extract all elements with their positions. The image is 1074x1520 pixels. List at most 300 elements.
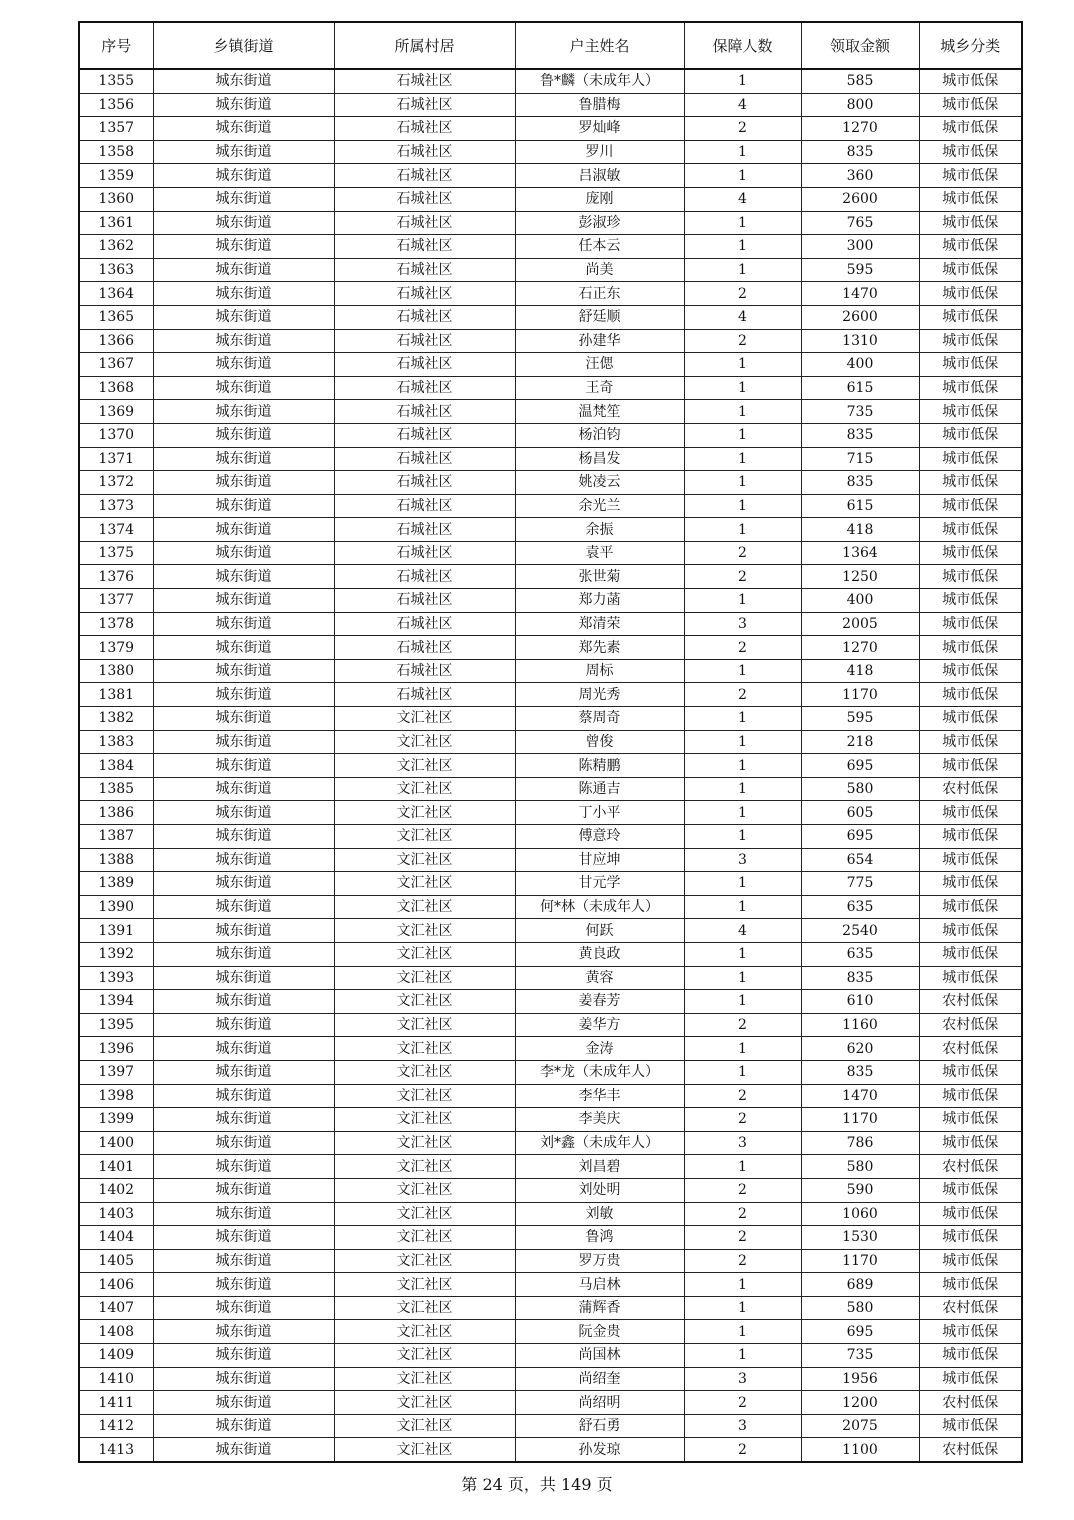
cell-village-community: 文汇社区 <box>334 730 515 754</box>
table-row <box>79 1202 1022 1226</box>
cell-urban-rural-category: 城市低保 <box>919 1178 1022 1202</box>
cell-urban-rural-category: 城市低保 <box>919 1273 1022 1297</box>
cell-town-street: 城东街道 <box>153 1344 334 1368</box>
cell-amount-received: 835 <box>801 1060 919 1084</box>
cell-town-street: 城东街道 <box>153 1249 334 1273</box>
cell-town-street: 城东街道 <box>153 872 334 896</box>
cell-householder-name: 温梵笙 <box>515 400 684 424</box>
cell-village-community: 石城社区 <box>334 258 515 282</box>
cell-urban-rural-category: 城市低保 <box>919 872 1022 896</box>
table-row <box>79 1131 1022 1155</box>
table-row <box>79 612 1022 636</box>
table-row <box>79 282 1022 306</box>
cell-village-community: 文汇社区 <box>334 1060 515 1084</box>
cell-householder-name: 刘*鑫（未成年人） <box>515 1131 684 1155</box>
cell-serial-number: 1408 <box>79 1320 153 1344</box>
cell-amount-received: 1060 <box>801 1202 919 1226</box>
cell-householder-name: 曾俊 <box>515 730 684 754</box>
cell-householder-name: 何*林（未成年人） <box>515 895 684 919</box>
cell-serial-number: 1367 <box>79 353 153 377</box>
cell-serial-number: 1377 <box>79 589 153 613</box>
cell-amount-received: 1364 <box>801 541 919 565</box>
header-village-community: 所属村居 <box>334 22 515 69</box>
cell-amount-received: 695 <box>801 754 919 778</box>
cell-amount-received: 400 <box>801 353 919 377</box>
cell-amount-received: 2600 <box>801 187 919 211</box>
cell-town-street: 城东街道 <box>153 1202 334 1226</box>
cell-urban-rural-category: 城市低保 <box>919 589 1022 613</box>
cell-householder-name: 鲁鸿 <box>515 1226 684 1250</box>
cell-village-community: 石城社区 <box>334 565 515 589</box>
table-row <box>79 329 1022 353</box>
cell-town-street: 城东街道 <box>153 754 334 778</box>
cell-urban-rural-category: 城市低保 <box>919 235 1022 259</box>
table-row <box>79 353 1022 377</box>
cell-town-street: 城东街道 <box>153 117 334 141</box>
cell-village-community: 石城社区 <box>334 400 515 424</box>
table-row <box>79 565 1022 589</box>
cell-serial-number: 1391 <box>79 919 153 943</box>
cell-town-street: 城东街道 <box>153 1037 334 1061</box>
header-householder-name: 户主姓名 <box>515 22 684 69</box>
cell-village-community: 石城社区 <box>334 423 515 447</box>
cell-town-street: 城东街道 <box>153 636 334 660</box>
cell-village-community: 文汇社区 <box>334 1202 515 1226</box>
cell-householder-name: 汪偲 <box>515 353 684 377</box>
cell-covered-persons: 3 <box>684 1367 801 1391</box>
table-row <box>79 848 1022 872</box>
table-row <box>79 942 1022 966</box>
cell-householder-name: 蒲辉香 <box>515 1296 684 1320</box>
cell-town-street: 城东街道 <box>153 1178 334 1202</box>
cell-town-street: 城东街道 <box>153 541 334 565</box>
table-row <box>79 423 1022 447</box>
cell-urban-rural-category: 城市低保 <box>919 801 1022 825</box>
cell-amount-received: 1170 <box>801 1108 919 1132</box>
cell-town-street: 城东街道 <box>153 376 334 400</box>
cell-urban-rural-category: 城市低保 <box>919 400 1022 424</box>
cell-urban-rural-category: 城市低保 <box>919 754 1022 778</box>
cell-amount-received: 1470 <box>801 1084 919 1108</box>
cell-householder-name: 王奇 <box>515 376 684 400</box>
cell-householder-name: 傅意玲 <box>515 825 684 849</box>
cell-amount-received: 654 <box>801 848 919 872</box>
cell-amount-received: 635 <box>801 942 919 966</box>
cell-serial-number: 1382 <box>79 707 153 731</box>
cell-amount-received: 610 <box>801 990 919 1014</box>
cell-town-street: 城东街道 <box>153 730 334 754</box>
cell-householder-name: 袁平 <box>515 541 684 565</box>
cell-village-community: 文汇社区 <box>334 1013 515 1037</box>
table-row <box>79 1438 1022 1462</box>
cell-covered-persons: 1 <box>684 942 801 966</box>
cell-householder-name: 姜华方 <box>515 1013 684 1037</box>
cell-amount-received: 2540 <box>801 919 919 943</box>
cell-amount-received: 835 <box>801 423 919 447</box>
cell-amount-received: 735 <box>801 1344 919 1368</box>
table-row <box>79 1296 1022 1320</box>
cell-urban-rural-category: 城市低保 <box>919 140 1022 164</box>
cell-village-community: 文汇社区 <box>334 872 515 896</box>
cell-covered-persons: 2 <box>684 1226 801 1250</box>
cell-village-community: 石城社区 <box>334 164 515 188</box>
cell-amount-received: 595 <box>801 258 919 282</box>
cell-village-community: 石城社区 <box>334 518 515 542</box>
cell-serial-number: 1386 <box>79 801 153 825</box>
table-row <box>79 400 1022 424</box>
cell-town-street: 城东街道 <box>153 282 334 306</box>
cell-serial-number: 1409 <box>79 1344 153 1368</box>
cell-householder-name: 郑先素 <box>515 636 684 660</box>
cell-covered-persons: 1 <box>684 801 801 825</box>
cell-householder-name: 金涛 <box>515 1037 684 1061</box>
cell-serial-number: 1398 <box>79 1084 153 1108</box>
cell-householder-name: 石正东 <box>515 282 684 306</box>
cell-village-community: 文汇社区 <box>334 707 515 731</box>
cell-urban-rural-category: 城市低保 <box>919 895 1022 919</box>
cell-town-street: 城东街道 <box>153 990 334 1014</box>
cell-town-street: 城东街道 <box>153 825 334 849</box>
cell-amount-received: 715 <box>801 447 919 471</box>
table-row <box>79 69 1022 93</box>
cell-covered-persons: 2 <box>684 1178 801 1202</box>
cell-village-community: 文汇社区 <box>334 1273 515 1297</box>
cell-householder-name: 罗川 <box>515 140 684 164</box>
cell-covered-persons: 4 <box>684 93 801 117</box>
table-row <box>79 1155 1022 1179</box>
cell-town-street: 城东街道 <box>153 1273 334 1297</box>
cell-serial-number: 1365 <box>79 305 153 329</box>
cell-village-community: 文汇社区 <box>334 1084 515 1108</box>
cell-amount-received: 1250 <box>801 565 919 589</box>
cell-covered-persons: 1 <box>684 518 801 542</box>
cell-covered-persons: 1 <box>684 1273 801 1297</box>
cell-town-street: 城东街道 <box>153 942 334 966</box>
cell-village-community: 文汇社区 <box>334 848 515 872</box>
table-row <box>79 1367 1022 1391</box>
table-row <box>79 1108 1022 1132</box>
cell-householder-name: 鲁腊梅 <box>515 93 684 117</box>
cell-householder-name: 余光兰 <box>515 494 684 518</box>
cell-village-community: 石城社区 <box>334 659 515 683</box>
cell-amount-received: 400 <box>801 589 919 613</box>
cell-amount-received: 635 <box>801 895 919 919</box>
cell-serial-number: 1378 <box>79 612 153 636</box>
cell-village-community: 文汇社区 <box>334 966 515 990</box>
cell-serial-number: 1400 <box>79 1131 153 1155</box>
cell-serial-number: 1372 <box>79 471 153 495</box>
cell-householder-name: 蔡周奇 <box>515 707 684 731</box>
cell-householder-name: 余振 <box>515 518 684 542</box>
cell-amount-received: 2005 <box>801 612 919 636</box>
cell-village-community: 石城社区 <box>334 447 515 471</box>
cell-covered-persons: 1 <box>684 211 801 235</box>
cell-covered-persons: 1 <box>684 69 801 93</box>
cell-village-community: 文汇社区 <box>334 1414 515 1438</box>
cell-serial-number: 1410 <box>79 1367 153 1391</box>
cell-covered-persons: 1 <box>684 730 801 754</box>
table-header <box>79 22 1022 69</box>
cell-urban-rural-category: 城市低保 <box>919 518 1022 542</box>
cell-serial-number: 1376 <box>79 565 153 589</box>
cell-covered-persons: 4 <box>684 305 801 329</box>
cell-amount-received: 800 <box>801 93 919 117</box>
cell-urban-rural-category: 城市低保 <box>919 565 1022 589</box>
cell-serial-number: 1399 <box>79 1108 153 1132</box>
cell-urban-rural-category: 城市低保 <box>919 471 1022 495</box>
table-row <box>79 376 1022 400</box>
cell-urban-rural-category: 城市低保 <box>919 305 1022 329</box>
cell-householder-name: 丁小平 <box>515 801 684 825</box>
table-row <box>79 1037 1022 1061</box>
cell-serial-number: 1366 <box>79 329 153 353</box>
cell-serial-number: 1394 <box>79 990 153 1014</box>
cell-covered-persons: 2 <box>684 1438 801 1462</box>
cell-serial-number: 1388 <box>79 848 153 872</box>
cell-covered-persons: 2 <box>684 1391 801 1415</box>
cell-covered-persons: 2 <box>684 1249 801 1273</box>
cell-urban-rural-category: 城市低保 <box>919 1414 1022 1438</box>
cell-village-community: 石城社区 <box>334 683 515 707</box>
cell-urban-rural-category: 城市低保 <box>919 423 1022 447</box>
table-row <box>79 494 1022 518</box>
cell-town-street: 城东街道 <box>153 565 334 589</box>
cell-covered-persons: 2 <box>684 541 801 565</box>
cell-householder-name: 郑力菡 <box>515 589 684 613</box>
cell-covered-persons: 1 <box>684 895 801 919</box>
cell-covered-persons: 1 <box>684 754 801 778</box>
cell-town-street: 城东街道 <box>153 400 334 424</box>
table-row <box>79 919 1022 943</box>
cell-urban-rural-category: 城市低保 <box>919 659 1022 683</box>
table-row <box>79 895 1022 919</box>
cell-householder-name: 阮金贵 <box>515 1320 684 1344</box>
table-row <box>79 1178 1022 1202</box>
cell-householder-name: 李华丰 <box>515 1084 684 1108</box>
cell-amount-received: 695 <box>801 1320 919 1344</box>
cell-householder-name: 陈精鹏 <box>515 754 684 778</box>
cell-urban-rural-category: 城市低保 <box>919 329 1022 353</box>
cell-covered-persons: 1 <box>684 1155 801 1179</box>
header-serial-number: 序号 <box>79 22 153 69</box>
cell-town-street: 城东街道 <box>153 1013 334 1037</box>
cell-householder-name: 庞刚 <box>515 187 684 211</box>
cell-householder-name: 李美庆 <box>515 1108 684 1132</box>
cell-town-street: 城东街道 <box>153 1108 334 1132</box>
table-row <box>79 659 1022 683</box>
cell-covered-persons: 1 <box>684 1037 801 1061</box>
cell-householder-name: 马启林 <box>515 1273 684 1297</box>
cell-householder-name: 刘敏 <box>515 1202 684 1226</box>
cell-covered-persons: 2 <box>684 1084 801 1108</box>
cell-covered-persons: 1 <box>684 1344 801 1368</box>
cell-urban-rural-category: 城市低保 <box>919 1367 1022 1391</box>
table-row <box>79 1013 1022 1037</box>
cell-amount-received: 689 <box>801 1273 919 1297</box>
table-row <box>79 471 1022 495</box>
cell-village-community: 石城社区 <box>334 612 515 636</box>
cell-householder-name: 刘处明 <box>515 1178 684 1202</box>
cell-householder-name: 任本云 <box>515 235 684 259</box>
cell-urban-rural-category: 城市低保 <box>919 187 1022 211</box>
cell-householder-name: 吕淑敏 <box>515 164 684 188</box>
cell-amount-received: 835 <box>801 471 919 495</box>
cell-serial-number: 1395 <box>79 1013 153 1037</box>
cell-urban-rural-category: 城市低保 <box>919 258 1022 282</box>
cell-covered-persons: 1 <box>684 164 801 188</box>
cell-covered-persons: 1 <box>684 471 801 495</box>
cell-householder-name: 彭淑珍 <box>515 211 684 235</box>
cell-covered-persons: 1 <box>684 353 801 377</box>
table-row <box>79 117 1022 141</box>
table-row <box>79 777 1022 801</box>
cell-amount-received: 786 <box>801 1131 919 1155</box>
cell-covered-persons: 1 <box>684 1320 801 1344</box>
cell-town-street: 城东街道 <box>153 211 334 235</box>
cell-serial-number: 1379 <box>79 636 153 660</box>
cell-urban-rural-category: 城市低保 <box>919 683 1022 707</box>
cell-amount-received: 595 <box>801 707 919 731</box>
cell-covered-persons: 1 <box>684 872 801 896</box>
cell-amount-received: 218 <box>801 730 919 754</box>
cell-village-community: 石城社区 <box>334 282 515 306</box>
cell-serial-number: 1393 <box>79 966 153 990</box>
cell-serial-number: 1396 <box>79 1037 153 1061</box>
table-row <box>79 447 1022 471</box>
cell-serial-number: 1355 <box>79 69 153 93</box>
cell-serial-number: 1412 <box>79 1414 153 1438</box>
cell-serial-number: 1364 <box>79 282 153 306</box>
cell-village-community: 文汇社区 <box>334 1108 515 1132</box>
cell-urban-rural-category: 农村低保 <box>919 777 1022 801</box>
cell-urban-rural-category: 城市低保 <box>919 1249 1022 1273</box>
cell-covered-persons: 1 <box>684 423 801 447</box>
cell-village-community: 文汇社区 <box>334 1178 515 1202</box>
cell-serial-number: 1375 <box>79 541 153 565</box>
cell-serial-number: 1380 <box>79 659 153 683</box>
cell-village-community: 文汇社区 <box>334 1226 515 1250</box>
cell-serial-number: 1397 <box>79 1060 153 1084</box>
cell-urban-rural-category: 农村低保 <box>919 1438 1022 1462</box>
cell-urban-rural-category: 农村低保 <box>919 1037 1022 1061</box>
cell-covered-persons: 2 <box>684 1013 801 1037</box>
cell-amount-received: 300 <box>801 235 919 259</box>
cell-village-community: 文汇社区 <box>334 1155 515 1179</box>
cell-town-street: 城东街道 <box>153 659 334 683</box>
cell-householder-name: 陈通吉 <box>515 777 684 801</box>
cell-amount-received: 695 <box>801 825 919 849</box>
cell-urban-rural-category: 农村低保 <box>919 990 1022 1014</box>
cell-urban-rural-category: 城市低保 <box>919 164 1022 188</box>
cell-serial-number: 1356 <box>79 93 153 117</box>
cell-town-street: 城东街道 <box>153 919 334 943</box>
cell-urban-rural-category: 城市低保 <box>919 612 1022 636</box>
table-row <box>79 1084 1022 1108</box>
cell-town-street: 城东街道 <box>153 1060 334 1084</box>
cell-urban-rural-category: 城市低保 <box>919 1108 1022 1132</box>
cell-serial-number: 1369 <box>79 400 153 424</box>
cell-village-community: 石城社区 <box>334 329 515 353</box>
cell-urban-rural-category: 城市低保 <box>919 211 1022 235</box>
cell-urban-rural-category: 城市低保 <box>919 494 1022 518</box>
cell-town-street: 城东街道 <box>153 848 334 872</box>
cell-serial-number: 1381 <box>79 683 153 707</box>
cell-serial-number: 1407 <box>79 1296 153 1320</box>
cell-covered-persons: 1 <box>684 966 801 990</box>
cell-serial-number: 1406 <box>79 1273 153 1297</box>
cell-householder-name: 鲁*麟（未成年人） <box>515 69 684 93</box>
table-row <box>79 541 1022 565</box>
cell-covered-persons: 1 <box>684 659 801 683</box>
table-row <box>79 730 1022 754</box>
cell-village-community: 石城社区 <box>334 235 515 259</box>
table-row <box>79 1391 1022 1415</box>
cell-village-community: 石城社区 <box>334 353 515 377</box>
cell-amount-received: 585 <box>801 69 919 93</box>
cell-serial-number: 1373 <box>79 494 153 518</box>
table-row <box>79 1249 1022 1273</box>
cell-serial-number: 1402 <box>79 1178 153 1202</box>
cell-amount-received: 735 <box>801 400 919 424</box>
cell-amount-received: 1956 <box>801 1367 919 1391</box>
cell-amount-received: 605 <box>801 801 919 825</box>
cell-urban-rural-category: 城市低保 <box>919 1320 1022 1344</box>
header-urban-rural-category: 城乡分类 <box>919 22 1022 69</box>
cell-amount-received: 2075 <box>801 1414 919 1438</box>
assistance-roster-table <box>78 21 1023 1463</box>
cell-town-street: 城东街道 <box>153 589 334 613</box>
cell-covered-persons: 1 <box>684 235 801 259</box>
cell-urban-rural-category: 城市低保 <box>919 730 1022 754</box>
cell-village-community: 石城社区 <box>334 376 515 400</box>
table-row <box>79 1320 1022 1344</box>
table-row <box>79 801 1022 825</box>
cell-amount-received: 1170 <box>801 1249 919 1273</box>
cell-village-community: 文汇社区 <box>334 825 515 849</box>
cell-town-street: 城东街道 <box>153 471 334 495</box>
table-row <box>79 258 1022 282</box>
cell-serial-number: 1385 <box>79 777 153 801</box>
table-row <box>79 305 1022 329</box>
cell-amount-received: 418 <box>801 659 919 683</box>
cell-amount-received: 418 <box>801 518 919 542</box>
cell-urban-rural-category: 城市低保 <box>919 117 1022 141</box>
table-row <box>79 990 1022 1014</box>
cell-covered-persons: 1 <box>684 376 801 400</box>
cell-serial-number: 1360 <box>79 187 153 211</box>
cell-urban-rural-category: 城市低保 <box>919 93 1022 117</box>
cell-amount-received: 1310 <box>801 329 919 353</box>
cell-urban-rural-category: 城市低保 <box>919 707 1022 731</box>
cell-town-street: 城东街道 <box>153 1367 334 1391</box>
cell-serial-number: 1404 <box>79 1226 153 1250</box>
cell-covered-persons: 1 <box>684 400 801 424</box>
table-row <box>79 518 1022 542</box>
cell-village-community: 文汇社区 <box>334 990 515 1014</box>
cell-covered-persons: 1 <box>684 1060 801 1084</box>
cell-covered-persons: 1 <box>684 447 801 471</box>
cell-urban-rural-category: 农村低保 <box>919 1296 1022 1320</box>
cell-householder-name: 尚国林 <box>515 1344 684 1368</box>
cell-village-community: 石城社区 <box>334 589 515 613</box>
cell-amount-received: 2600 <box>801 305 919 329</box>
cell-town-street: 城东街道 <box>153 353 334 377</box>
cell-householder-name: 李*龙（未成年人） <box>515 1060 684 1084</box>
cell-town-street: 城东街道 <box>153 447 334 471</box>
cell-town-street: 城东街道 <box>153 612 334 636</box>
cell-householder-name: 刘昌碧 <box>515 1155 684 1179</box>
cell-urban-rural-category: 城市低保 <box>919 541 1022 565</box>
